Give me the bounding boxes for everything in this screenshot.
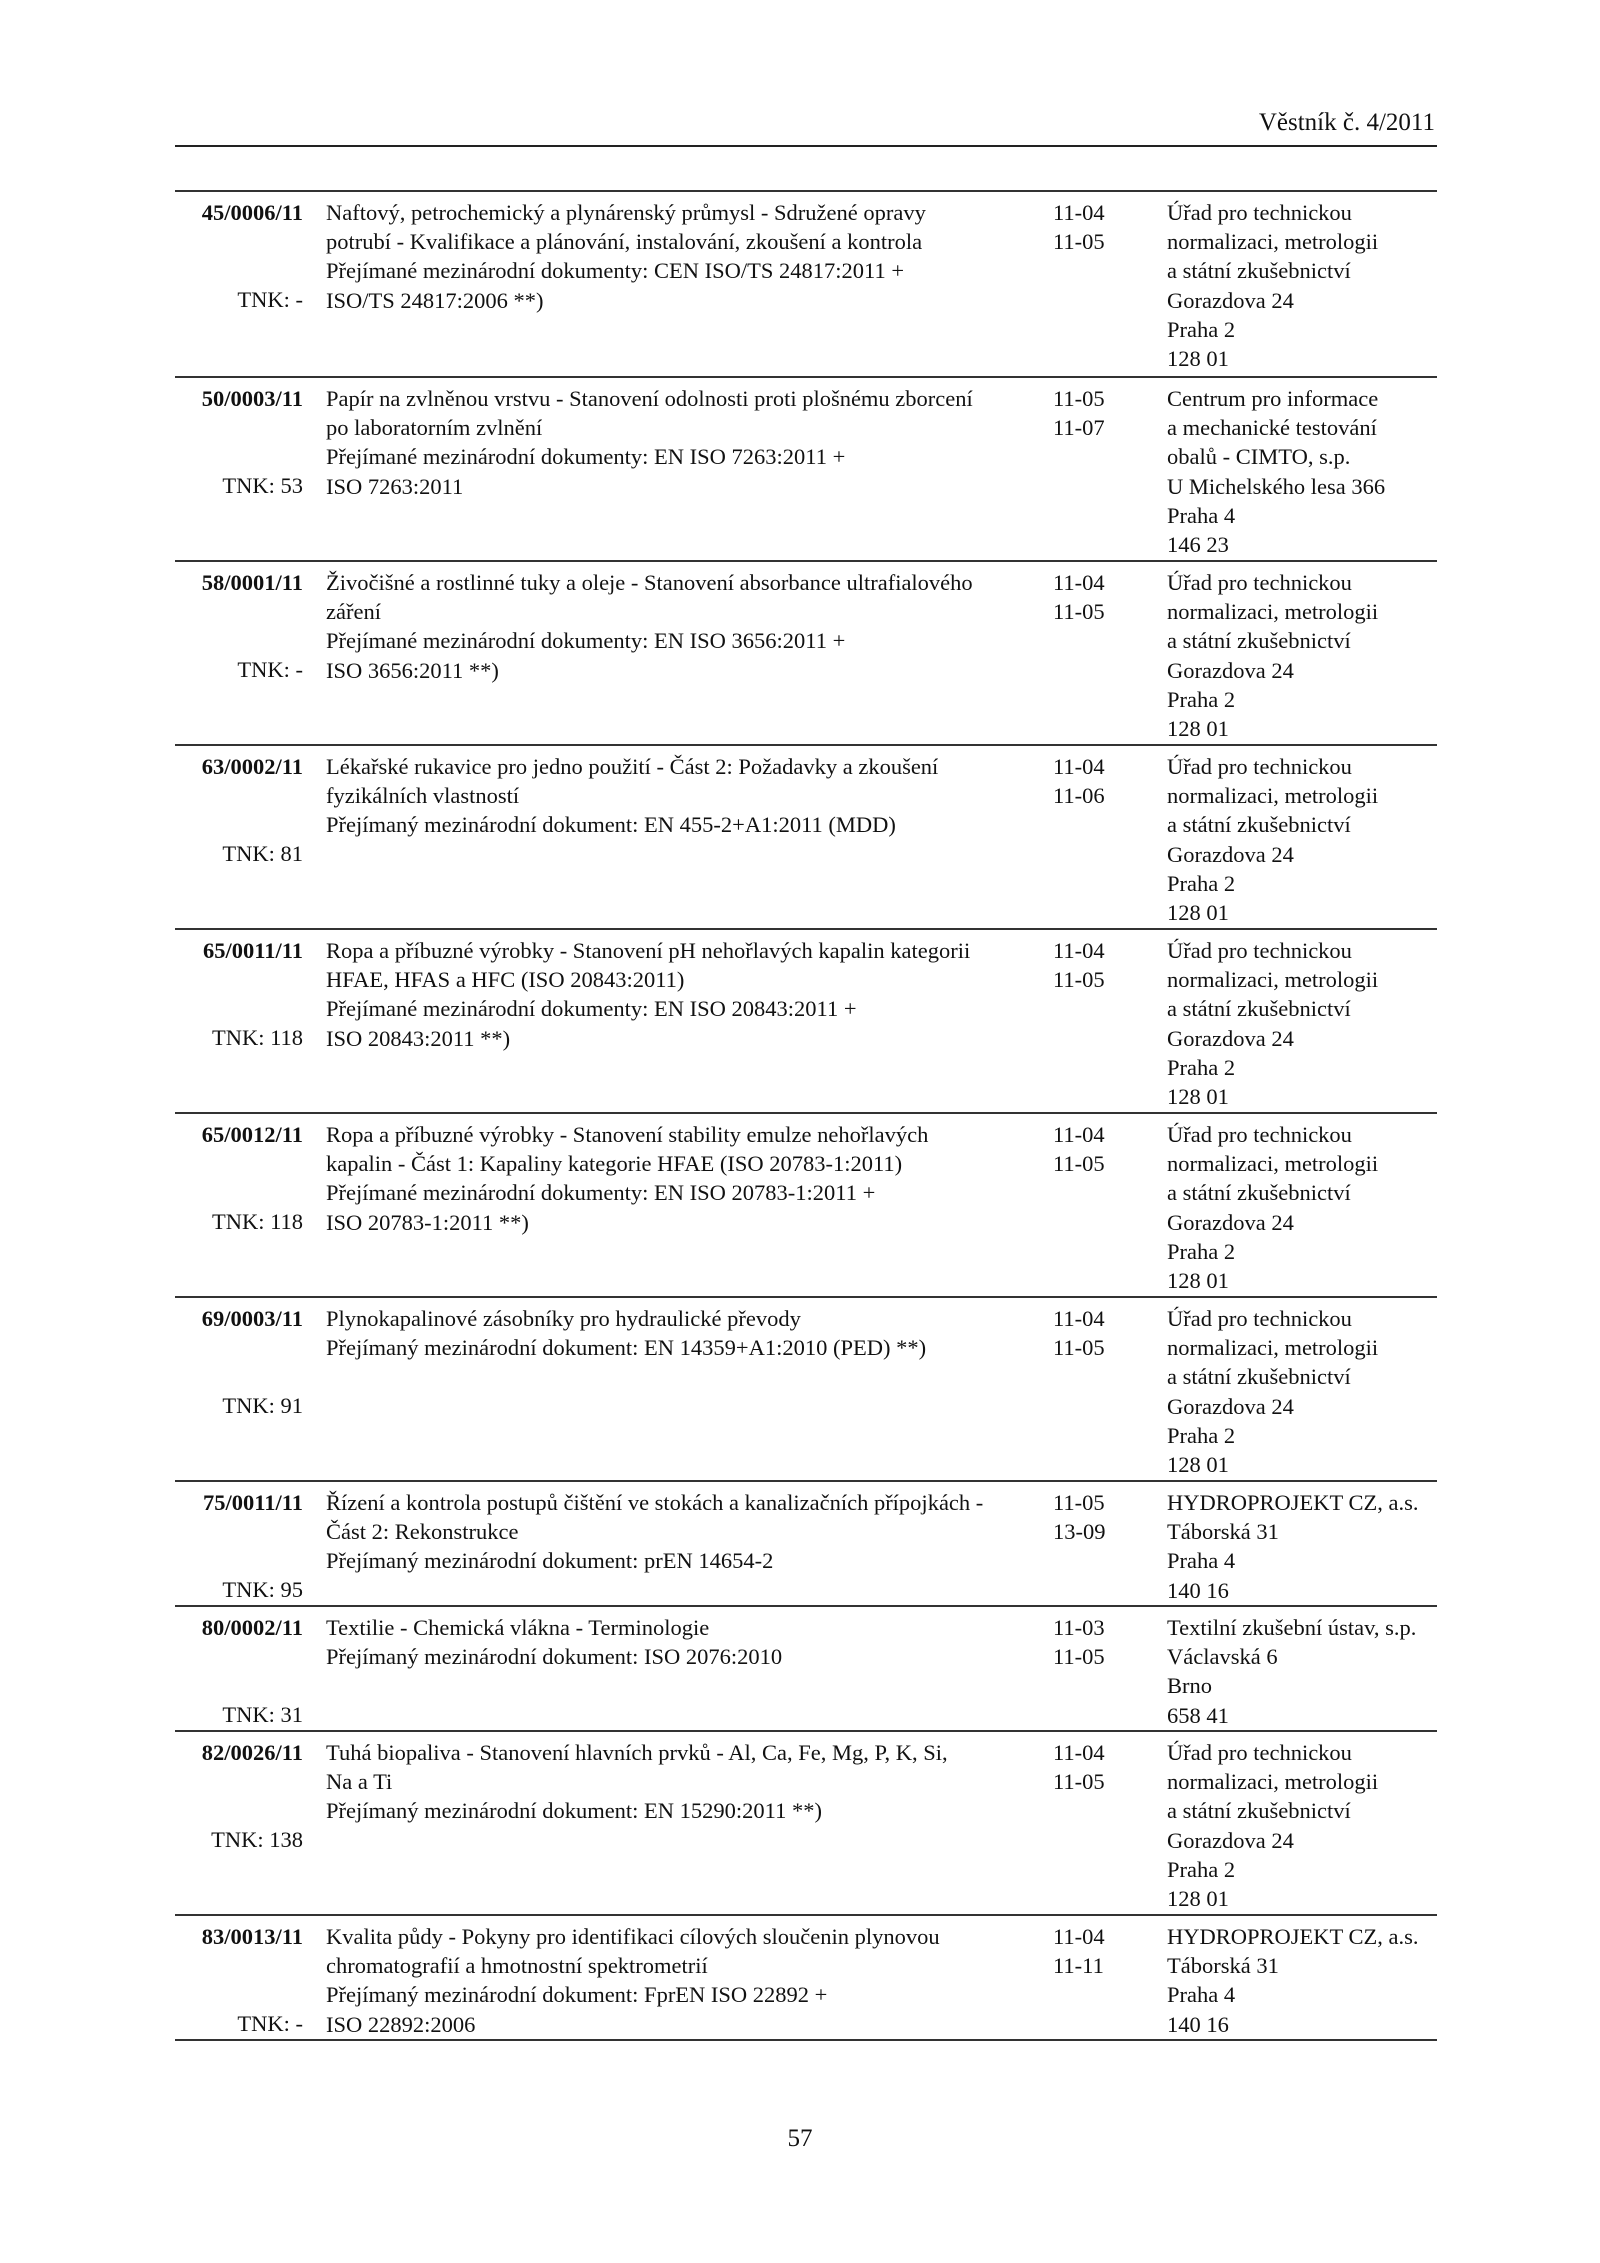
entry-organization xyxy=(1167,568,1439,743)
entry-organization xyxy=(1167,1738,1439,1913)
entry-tnk: TNK: 31 xyxy=(222,1702,303,1727)
organization-line: a státní zkušebnictví xyxy=(1167,996,1351,1022)
organization-line: 128 01 xyxy=(1167,716,1229,742)
description-line: Přejímaný mezinárodní dokument: EN 14359+A1:2010 (PED) **) xyxy=(326,1335,927,1361)
description-line: chromatografií a hmotnostní spektrometrií xyxy=(326,1953,708,1979)
date-value: 11-05 xyxy=(1053,229,1105,255)
organization-line: a státní zkušebnictví xyxy=(1167,1364,1351,1390)
entry-code: 80/0002/11 xyxy=(201,1615,303,1640)
date-value: 11-04 xyxy=(1053,1306,1105,1331)
entry-code-cell xyxy=(175,1488,303,1602)
organization-line: Úřad pro technickou xyxy=(1167,1122,1352,1147)
organization-line: Praha 4 xyxy=(1167,1548,1236,1574)
organization-line: a státní zkušebnictví xyxy=(1167,628,1351,654)
description-line: Přejímaný mezinárodní dokument: EN 455-2+A1:2011 (MDD) xyxy=(326,812,896,838)
entry-tnk: TNK: 81 xyxy=(222,841,303,866)
organization-line: 128 01 xyxy=(1167,346,1229,372)
entry-organization xyxy=(1167,198,1439,373)
organization-line: Praha 4 xyxy=(1167,1982,1236,2008)
organization-line: Praha 2 xyxy=(1167,1238,1236,1264)
table-row xyxy=(175,562,1437,746)
entry-tnk: TNK: 95 xyxy=(222,1577,303,1602)
date-value: 11-04 xyxy=(1053,754,1105,779)
organization-line: normalizaci, metrologii xyxy=(1167,1769,1379,1795)
organization-line: Praha 2 xyxy=(1167,870,1236,896)
organization-line: 128 01 xyxy=(1167,1084,1229,1110)
date-value: 11-04 xyxy=(1053,1122,1105,1147)
description-line: ISO/TS 24817:2006 **) xyxy=(326,287,544,313)
date-value: 11-04 xyxy=(1053,1924,1105,1949)
entry-dates xyxy=(1053,1922,1133,1980)
organization-line: Gorazdova 24 xyxy=(1167,1393,1294,1419)
description-line: Přejímaný mezinárodní dokument: FprEN ISO 22892 + xyxy=(326,1982,828,2008)
date-value: 13-09 xyxy=(1053,1519,1106,1545)
entry-code-cell xyxy=(175,936,303,1050)
table-row xyxy=(175,746,1437,930)
entry-tnk: TNK: - xyxy=(237,287,303,312)
description-line: Plynokapalinové zásobníky pro hydraulické převody xyxy=(326,1306,801,1331)
organization-line: 128 01 xyxy=(1167,1886,1229,1912)
organization-line: 140 16 xyxy=(1167,2011,1229,2037)
organization-line: normalizaci, metrologii xyxy=(1167,599,1379,625)
date-value: 11-05 xyxy=(1053,1151,1105,1177)
organization-line: Centrum pro informace xyxy=(1167,386,1379,411)
entry-tnk: TNK: 118 xyxy=(211,1025,303,1050)
description-line: potrubí - Kvalifikace a plánování, instalování, zkoušení a kontrola xyxy=(326,229,923,255)
entry-code: 58/0001/11 xyxy=(201,570,303,595)
table-row xyxy=(175,1607,1437,1732)
date-value: 11-04 xyxy=(1053,200,1105,225)
entry-code-cell xyxy=(175,1922,303,2036)
entry-code: 65/0012/11 xyxy=(201,1122,303,1147)
organization-line: Gorazdova 24 xyxy=(1167,287,1294,313)
organization-line: Gorazdova 24 xyxy=(1167,1209,1294,1235)
date-value: 11-11 xyxy=(1053,1953,1104,1979)
entry-dates xyxy=(1053,1613,1133,1671)
description-line: Naftový, petrochemický a plynárenský průmysl - Sdružené opravy xyxy=(326,200,926,225)
entry-dates xyxy=(1053,1488,1133,1546)
standards-table xyxy=(175,190,1437,2041)
entry-description xyxy=(326,1922,940,2039)
date-value: 11-06 xyxy=(1053,783,1105,809)
organization-line: a státní zkušebnictví xyxy=(1167,258,1351,284)
entry-organization xyxy=(1167,752,1439,927)
description-line: HFAE, HFAS a HFC (ISO 20843:2011) xyxy=(326,967,685,993)
table-row xyxy=(175,1114,1437,1298)
description-line: Přejímaný mezinárodní dokument: ISO 2076:2010 xyxy=(326,1644,783,1670)
organization-line: a mechanické testování xyxy=(1167,415,1377,441)
organization-line: Táborská 31 xyxy=(1167,1519,1279,1545)
entry-dates xyxy=(1053,568,1133,626)
organization-line: Gorazdova 24 xyxy=(1167,1827,1294,1853)
description-line: ISO 20783-1:2011 **) xyxy=(326,1209,529,1235)
organization-line: Brno xyxy=(1167,1673,1212,1699)
entry-description xyxy=(326,1304,927,1362)
table-row xyxy=(175,930,1437,1114)
entry-code: 83/0013/11 xyxy=(201,1924,303,1949)
description-line: Přejímané mezinárodní dokumenty: EN ISO 20843:2011 + xyxy=(326,996,857,1022)
entry-description xyxy=(326,1613,886,1671)
entry-description xyxy=(326,1488,984,1576)
description-line: Na a Ti xyxy=(326,1769,393,1795)
organization-line: Praha 4 xyxy=(1167,502,1236,528)
organization-line: 140 16 xyxy=(1167,1577,1229,1603)
entry-description xyxy=(326,198,926,315)
organization-line: HYDROPROJEKT CZ, a.s. xyxy=(1167,1924,1419,1949)
entry-organization xyxy=(1167,384,1439,559)
organization-line: a státní zkušebnictví xyxy=(1167,1798,1351,1824)
table-row xyxy=(175,1916,1437,2041)
organization-line: Gorazdova 24 xyxy=(1167,841,1294,867)
entry-dates xyxy=(1053,936,1133,994)
organization-line: Gorazdova 24 xyxy=(1167,1025,1294,1051)
description-line: Přejímané mezinárodní dokumenty: EN ISO 20783-1:2011 + xyxy=(326,1180,876,1206)
description-line: Přejímané mezinárodní dokumenty: EN ISO 3656:2011 + xyxy=(326,628,846,654)
entry-organization xyxy=(1167,1613,1439,1730)
date-value: 11-05 xyxy=(1053,1335,1105,1361)
entry-code-cell xyxy=(175,1120,303,1234)
entry-tnk: TNK: - xyxy=(237,2011,303,2036)
entry-code-cell xyxy=(175,384,303,498)
date-value: 11-05 xyxy=(1053,386,1105,411)
description-line: Lékařské rukavice pro jedno použití - Část 2: Požadavky a zkoušení xyxy=(326,754,939,779)
entry-code-cell xyxy=(175,1304,303,1418)
table-row xyxy=(175,1482,1437,1607)
organization-line: U Michelského lesa 366 xyxy=(1167,473,1386,499)
organization-line: Praha 2 xyxy=(1167,686,1236,712)
organization-line: Úřad pro technickou xyxy=(1167,200,1352,225)
organization-line: Praha 2 xyxy=(1167,316,1236,342)
entry-code: 45/0006/11 xyxy=(201,200,303,225)
entry-dates xyxy=(1053,198,1133,256)
organization-line: Táborská 31 xyxy=(1167,1953,1279,1979)
entry-description xyxy=(326,1738,948,1826)
entry-code: 69/0003/11 xyxy=(201,1306,303,1331)
organization-line: a státní zkušebnictví xyxy=(1167,812,1351,838)
entry-dates xyxy=(1053,1738,1133,1796)
entry-tnk: TNK: 53 xyxy=(222,473,303,498)
entry-code: 82/0026/11 xyxy=(201,1740,303,1765)
entry-description xyxy=(326,1120,929,1237)
description-line: Přejímané mezinárodní dokumenty: EN ISO 7263:2011 + xyxy=(326,444,846,470)
entry-code-cell xyxy=(175,198,303,312)
organization-line: Praha 2 xyxy=(1167,1856,1236,1882)
entry-description xyxy=(326,936,971,1053)
organization-line: Textilní zkušební ústav, s.p. xyxy=(1167,1615,1417,1640)
organization-line: Úřad pro technickou xyxy=(1167,1740,1352,1765)
table-row xyxy=(175,192,1437,378)
entry-code: 65/0011/11 xyxy=(202,938,303,963)
description-line: Část 2: Rekonstrukce xyxy=(326,1519,519,1545)
date-value: 11-05 xyxy=(1053,967,1105,993)
entry-tnk: TNK: - xyxy=(237,657,303,682)
description-line: Ropa a příbuzné výrobky - Stanovení stability emulze nehořlavých xyxy=(326,1122,929,1147)
organization-line: HYDROPROJEKT CZ, a.s. xyxy=(1167,1490,1419,1515)
description-line: Přejímaný mezinárodní dokument: prEN 14654-2 xyxy=(326,1548,774,1574)
table-row xyxy=(175,1732,1437,1916)
entry-description xyxy=(326,384,973,501)
description-line: Papír na zvlněnou vrstvu - Stanovení odolnosti proti plošnému zborcení xyxy=(326,386,973,411)
entry-organization xyxy=(1167,936,1439,1111)
organization-line: Václavská 6 xyxy=(1167,1644,1278,1670)
organization-line: Praha 2 xyxy=(1167,1054,1236,1080)
entry-code: 75/0011/11 xyxy=(202,1490,303,1515)
organization-line: normalizaci, metrologii xyxy=(1167,783,1379,809)
organization-line: Gorazdova 24 xyxy=(1167,657,1294,683)
organization-line: a státní zkušebnictví xyxy=(1167,1180,1351,1206)
organization-line: normalizaci, metrologii xyxy=(1167,1335,1379,1361)
date-value: 11-04 xyxy=(1053,570,1105,595)
description-line: ISO 22892:2006 xyxy=(326,2011,476,2037)
entry-code-cell xyxy=(175,568,303,682)
organization-line: Úřad pro technickou xyxy=(1167,938,1352,963)
organization-line: Úřad pro technickou xyxy=(1167,754,1352,779)
date-value: 11-07 xyxy=(1053,415,1105,441)
entry-code-cell xyxy=(175,1613,303,1727)
page-number: 57 xyxy=(787,2125,813,2152)
entry-tnk: TNK: 91 xyxy=(222,1393,303,1418)
organization-line: normalizaci, metrologii xyxy=(1167,229,1379,255)
description-line: záření xyxy=(326,599,381,625)
description-line: Řízení a kontrola postupů čištění ve stokách a kanalizačních přípojkách - xyxy=(326,1490,984,1515)
description-line: ISO 7263:2011 xyxy=(326,473,464,499)
organization-line: 128 01 xyxy=(1167,1268,1229,1294)
entry-code-cell xyxy=(175,752,303,866)
organization-line: normalizaci, metrologii xyxy=(1167,967,1379,993)
page-header: Věstník č. 4/2011 xyxy=(1258,109,1435,136)
organization-line: 146 23 xyxy=(1167,532,1229,558)
date-value: 11-03 xyxy=(1053,1615,1105,1640)
entry-organization xyxy=(1167,1304,1439,1479)
description-line: Textilie - Chemická vlákna - Terminologie xyxy=(326,1615,710,1640)
description-line: fyzikálních vlastností xyxy=(326,783,520,809)
organization-line: 128 01 xyxy=(1167,900,1229,926)
entry-description xyxy=(326,568,973,685)
organization-line: Praha 2 xyxy=(1167,1422,1236,1448)
date-value: 11-04 xyxy=(1053,1740,1105,1765)
entry-dates xyxy=(1053,384,1133,442)
organization-line: 128 01 xyxy=(1167,1452,1229,1478)
entry-dates xyxy=(1053,752,1133,810)
header-rule xyxy=(175,145,1437,147)
date-value: 11-05 xyxy=(1053,1490,1105,1515)
date-value: 11-05 xyxy=(1053,1769,1105,1795)
table-row xyxy=(175,1298,1437,1482)
date-value: 11-05 xyxy=(1053,1644,1105,1670)
organization-line: Úřad pro technickou xyxy=(1167,1306,1352,1331)
description-line: Ropa a příbuzné výrobky - Stanovení pH nehořlavých kapalin kategorii xyxy=(326,938,971,963)
organization-line: Úřad pro technickou xyxy=(1167,570,1352,595)
entry-organization xyxy=(1167,1488,1439,1605)
description-line: kapalin - Část 1: Kapaliny kategorie HFAE (ISO 20783-1:2011) xyxy=(326,1151,903,1177)
organization-line: 658 41 xyxy=(1167,1702,1229,1728)
description-line: Živočišné a rostlinné tuky a oleje - Stanovení absorbance ultrafialového xyxy=(326,570,973,595)
entry-description xyxy=(326,752,939,840)
description-line: ISO 3656:2011 **) xyxy=(326,657,499,683)
date-value: 11-04 xyxy=(1053,938,1105,963)
organization-line: obalů - CIMTO, s.p. xyxy=(1167,444,1351,470)
entry-tnk: TNK: 138 xyxy=(211,1827,303,1852)
entry-dates xyxy=(1053,1120,1133,1178)
description-line: Kvalita půdy - Pokyny pro identifikaci cílových sloučenin plynovou xyxy=(326,1924,940,1949)
organization-line: normalizaci, metrologii xyxy=(1167,1151,1379,1177)
entry-tnk: TNK: 118 xyxy=(211,1209,303,1234)
description-line: Přejímaný mezinárodní dokument: EN 15290:2011 **) xyxy=(326,1798,822,1824)
description-line: ISO 20843:2011 **) xyxy=(326,1025,511,1051)
table-row xyxy=(175,378,1437,562)
entry-code: 50/0003/11 xyxy=(201,386,303,411)
entry-code-cell xyxy=(175,1738,303,1852)
date-value: 11-05 xyxy=(1053,599,1105,625)
description-line: Tuhá biopaliva - Stanovení hlavních prvků - Al, Ca, Fe, Mg, P, K, Si, xyxy=(326,1740,948,1765)
description-line: po laboratorním zvlnění xyxy=(326,415,543,441)
entry-dates xyxy=(1053,1304,1133,1362)
entry-organization xyxy=(1167,1120,1439,1295)
entry-organization xyxy=(1167,1922,1439,2039)
description-line: Přejímané mezinárodní dokumenty: CEN ISO/TS 24817:2011 + xyxy=(326,258,905,284)
entry-code: 63/0002/11 xyxy=(201,754,303,779)
